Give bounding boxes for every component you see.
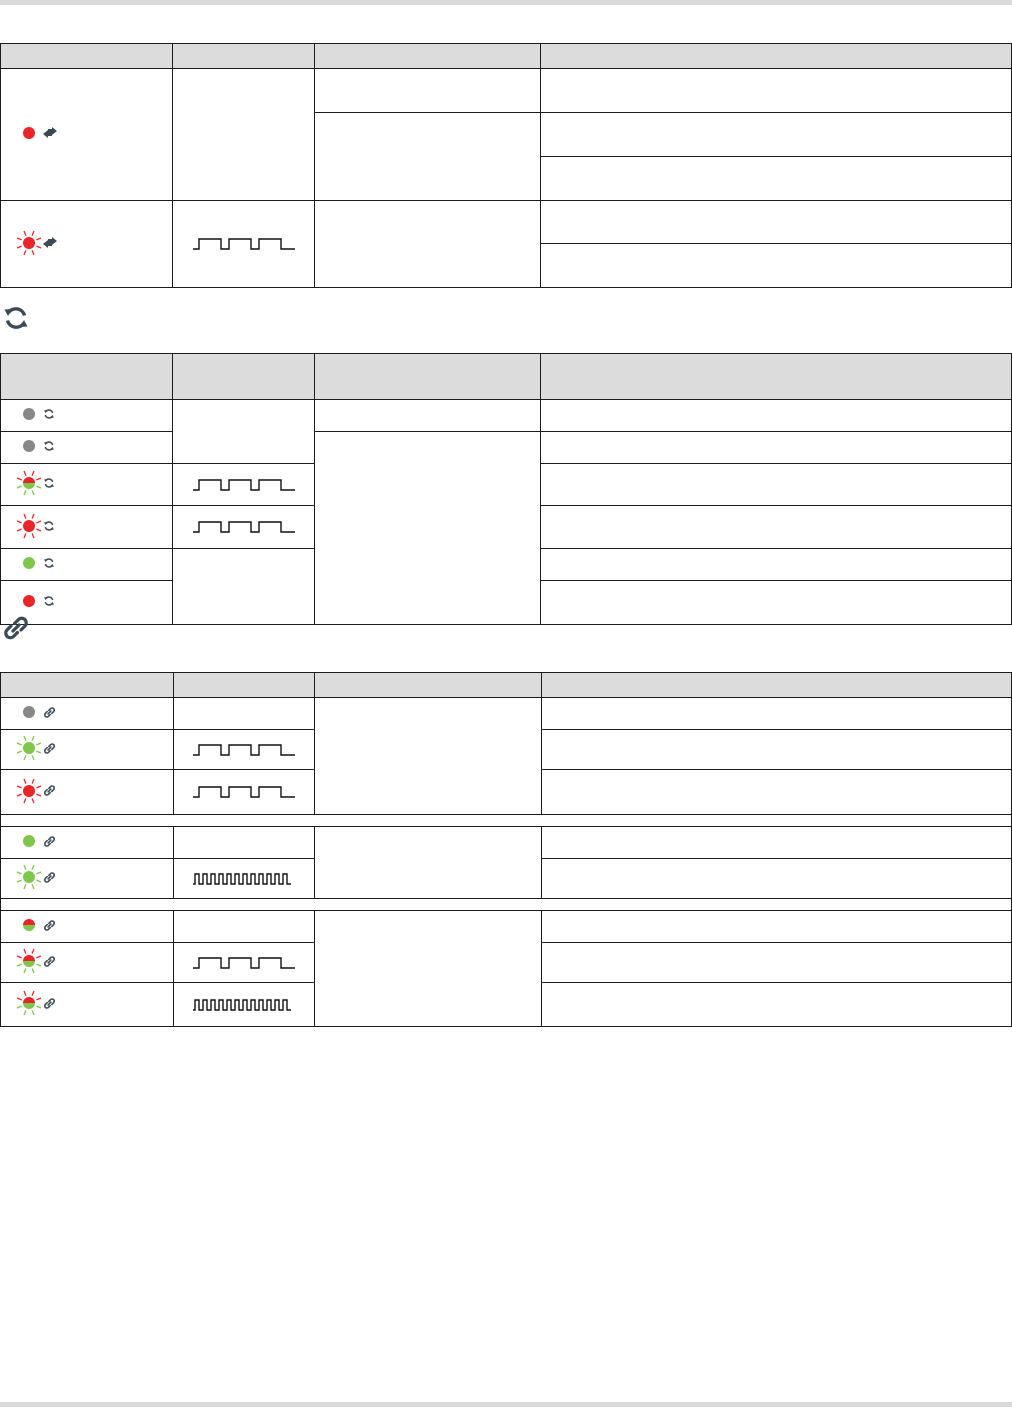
- col-header-pattern: [173, 354, 315, 400]
- description-cell: [541, 113, 1012, 157]
- sync-icon: [2, 304, 30, 337]
- link-icon: [43, 784, 56, 800]
- led-status-cell: [1, 549, 173, 581]
- pattern-cell: [174, 859, 315, 899]
- description-cell: [542, 730, 1012, 770]
- table-row: [1, 400, 1012, 432]
- table-row: [1, 69, 1012, 113]
- sync-icon: [43, 440, 55, 455]
- led-status-cell: [1, 770, 174, 815]
- led-status-cell: [1, 432, 173, 464]
- description-cell: [542, 983, 1012, 1027]
- description-cell: [542, 827, 1012, 859]
- col-header-pattern: [174, 673, 315, 698]
- description-cell: [541, 464, 1012, 506]
- link-icon: [43, 706, 56, 722]
- led-status-cell: [1, 464, 173, 506]
- slow-blink-pattern-icon: [191, 784, 297, 798]
- led-red-green-blink-icon: [22, 469, 40, 500]
- link-led-table: [0, 672, 1012, 1027]
- col-header-led: [1, 44, 173, 69]
- pattern-cell: [174, 730, 315, 770]
- table-header-row: [1, 354, 1012, 400]
- led-status-cell: [1, 730, 174, 770]
- col-header-led: [1, 673, 174, 698]
- col-header-state: [315, 354, 541, 400]
- description-cell: [541, 244, 1012, 288]
- pattern-cell: [174, 911, 315, 943]
- led-gray-solid-icon: [22, 698, 40, 729]
- sync-icon: [43, 520, 55, 535]
- bottom-page-bar: [0, 1402, 1012, 1407]
- led-green-blink-icon: [22, 863, 40, 894]
- state-cell: [315, 113, 541, 201]
- led-gray-solid-icon: [22, 400, 40, 431]
- link-icon: [43, 871, 56, 887]
- description-cell: [541, 157, 1012, 201]
- slow-blink-pattern-icon: [191, 742, 297, 756]
- transfer-arrows-icon: [43, 237, 57, 252]
- sync-icon: [43, 477, 55, 492]
- slow-blink-pattern-icon: [191, 519, 297, 533]
- table-row: [1, 827, 1012, 859]
- table-row: [1, 911, 1012, 943]
- pattern-cell: [173, 201, 315, 288]
- state-cell: [315, 698, 542, 815]
- led-status-cell: [1, 506, 173, 549]
- led-red-green-blink-icon: [22, 947, 40, 978]
- link-icon: [43, 919, 56, 935]
- led-gray-solid-icon: [22, 432, 40, 463]
- sync-icon: [43, 557, 55, 572]
- fast-blink-pattern-icon: [191, 871, 297, 885]
- pattern-cell: [173, 506, 315, 549]
- led-red-blink-icon: [22, 229, 40, 260]
- state-cell: [315, 400, 541, 432]
- sync-icon: [43, 595, 55, 610]
- led-status-cell: [1, 943, 174, 983]
- separator-row: [1, 899, 1012, 911]
- table-row: [1, 201, 1012, 244]
- led-status-cell: [1, 911, 174, 943]
- description-cell: [542, 943, 1012, 983]
- pattern-cell: [173, 69, 315, 201]
- col-header-pattern: [173, 44, 315, 69]
- led-status-cell: [1, 698, 174, 730]
- top-page-bar: [0, 0, 1012, 5]
- led-status-cell: [1, 69, 173, 201]
- led-red-green-solid-icon: [22, 911, 40, 942]
- pattern-cell: [173, 400, 315, 464]
- description-cell: [541, 506, 1012, 549]
- link-icon: [43, 955, 56, 971]
- description-cell: [541, 581, 1012, 625]
- led-status-cell: [1, 201, 173, 288]
- pattern-cell: [174, 770, 315, 815]
- description-cell: [541, 432, 1012, 464]
- description-cell: [542, 698, 1012, 730]
- led-red-green-blink-icon: [22, 989, 40, 1020]
- pattern-cell: [174, 827, 315, 859]
- led-green-solid-icon: [22, 827, 40, 858]
- link-icon: [43, 742, 56, 758]
- description-cell: [541, 69, 1012, 113]
- link-icon: [43, 835, 56, 851]
- led-status-cell: [1, 859, 174, 899]
- sync-led-table: [0, 353, 1012, 625]
- slow-blink-pattern-icon: [191, 955, 297, 969]
- led-red-blink-icon: [22, 777, 40, 808]
- description-cell: [541, 549, 1012, 581]
- state-cell: [315, 432, 541, 625]
- separator-row: [1, 815, 1012, 827]
- fast-blink-pattern-icon: [191, 997, 297, 1011]
- state-cell: [315, 911, 542, 1027]
- description-cell: [542, 770, 1012, 815]
- description-cell: [542, 911, 1012, 943]
- table-row: [1, 698, 1012, 730]
- link-icon: [2, 614, 30, 647]
- pattern-cell: [173, 549, 315, 625]
- col-header-description: [541, 354, 1012, 400]
- pattern-cell: [174, 698, 315, 730]
- led-red-solid-icon: [22, 119, 40, 150]
- led-status-cell: [1, 400, 173, 432]
- slow-blink-pattern-icon: [191, 236, 297, 250]
- sync-icon: [43, 408, 55, 423]
- description-cell: [541, 201, 1012, 244]
- state-cell: [315, 69, 541, 113]
- table-header-row: [1, 673, 1012, 698]
- table-header-row: [1, 44, 1012, 69]
- col-header-state: [315, 44, 541, 69]
- pattern-cell: [174, 943, 315, 983]
- description-cell: [541, 400, 1012, 432]
- col-header-description: [542, 673, 1012, 698]
- col-header-state: [315, 673, 542, 698]
- state-cell: [315, 827, 542, 899]
- description-cell: [542, 859, 1012, 899]
- slow-blink-pattern-icon: [191, 477, 297, 491]
- pattern-cell: [174, 983, 315, 1027]
- led-status-cell: [1, 827, 174, 859]
- link-icon: [43, 997, 56, 1013]
- table-row: [1, 432, 1012, 464]
- col-header-description: [541, 44, 1012, 69]
- transfer-arrows-icon: [43, 127, 57, 142]
- led-green-blink-icon: [22, 734, 40, 765]
- col-header-led: [1, 354, 173, 400]
- state-cell: [315, 201, 541, 288]
- led-red-blink-icon: [22, 512, 40, 543]
- transfer-led-table: [0, 43, 1012, 288]
- led-status-cell: [1, 983, 174, 1027]
- led-green-solid-icon: [22, 549, 40, 580]
- pattern-cell: [173, 464, 315, 506]
